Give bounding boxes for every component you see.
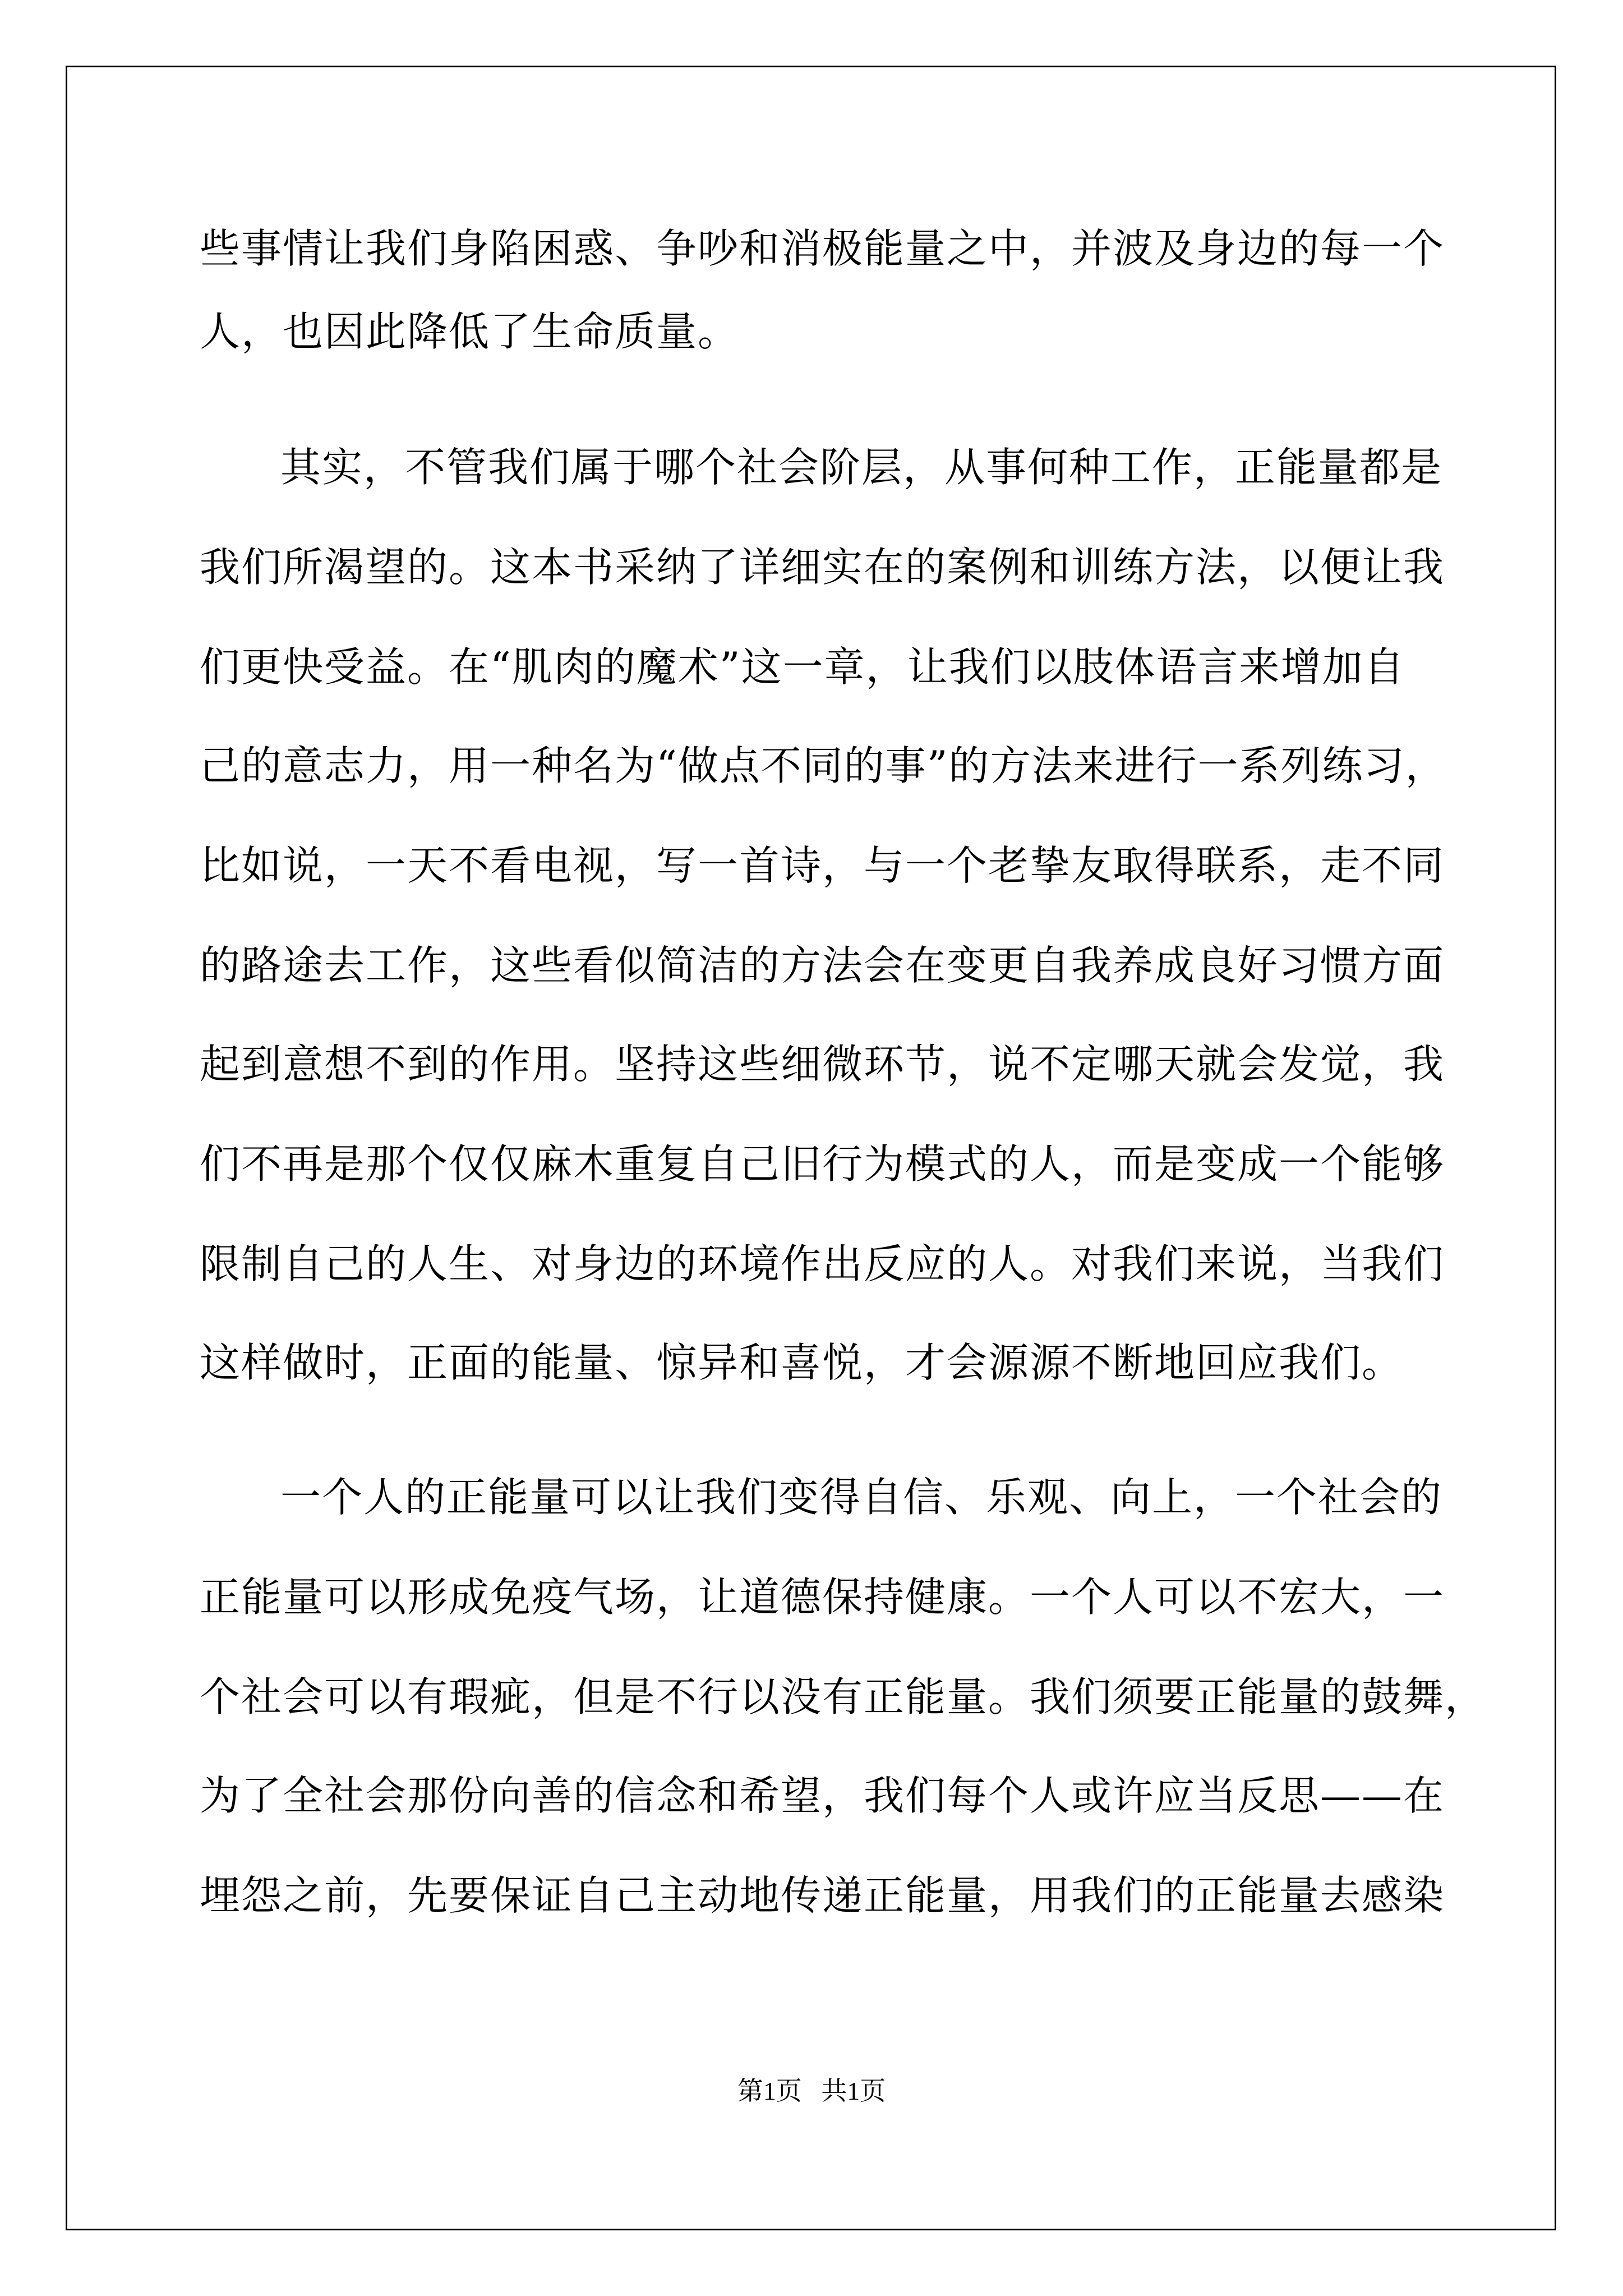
text-line: 我们所渴望的。这本书采纳了详细实在的案例和训练方法，以便让我 (200, 544, 1445, 591)
text-line: 为了全社会那份向善的信念和希望，我们每个人或许应当反思——在 (200, 1772, 1445, 1819)
text-line: 正能量可以形成免疫气场，让道德保持健康。一个人可以不宏大，一 (200, 1573, 1445, 1621)
text-line: 的路途去工作，这些看似简洁的方法会在变更自我养成良好习惯方面 (200, 942, 1445, 989)
text-line: 些事情让我们身陷困惑、争吵和消极能量之中，并波及身边的每一个 (200, 225, 1445, 272)
text-line: 个社会可以有瑕疵，但是不行以没有正能量。我们须要正能量的鼓舞， (200, 1673, 1487, 1720)
text-line: 比如说，一天不看电视，写一首诗，与一个老挚友取得联系，走不同 (200, 842, 1445, 889)
text-line: 人，也因此降低了生命质量。 (200, 308, 740, 355)
text-line: 埋怨之前，先要保证自己主动地传递正能量，用我们的正能量去感染 (200, 1872, 1445, 1919)
text-line: 限制自己的人生、对身边的环境作出反应的人。对我们来说，当我们 (200, 1240, 1445, 1287)
paragraph-start-line: 其实，不管我们属于哪个社会阶层，从事何种工作，正能量都是 (280, 444, 1443, 491)
text-line: 己的意志力，用一种名为“做点不同的事”的方法来进行一系列练习， (200, 742, 1447, 789)
paragraph-start-line: 一个人的正能量可以让我们变得自信、乐观、向上，一个社会的 (280, 1474, 1443, 1521)
text-line: 们更快受益。在“肌肉的魔术”这一章，让我们以肢体语言来增加自 (200, 643, 1405, 691)
page-number-footer: 第1页 共1页 (737, 2077, 886, 2105)
text-line: 起到意想不到的作用。坚持这些细微环节，说不定哪天就会发觉，我 (200, 1041, 1445, 1088)
text-line: 们不再是那个仅仅麻木重复自己旧行为模式的人，而是变成一个能够 (200, 1140, 1445, 1188)
text-line: 这样做时，正面的能量、惊异和喜悦，才会源源不断地回应我们。 (200, 1339, 1404, 1386)
